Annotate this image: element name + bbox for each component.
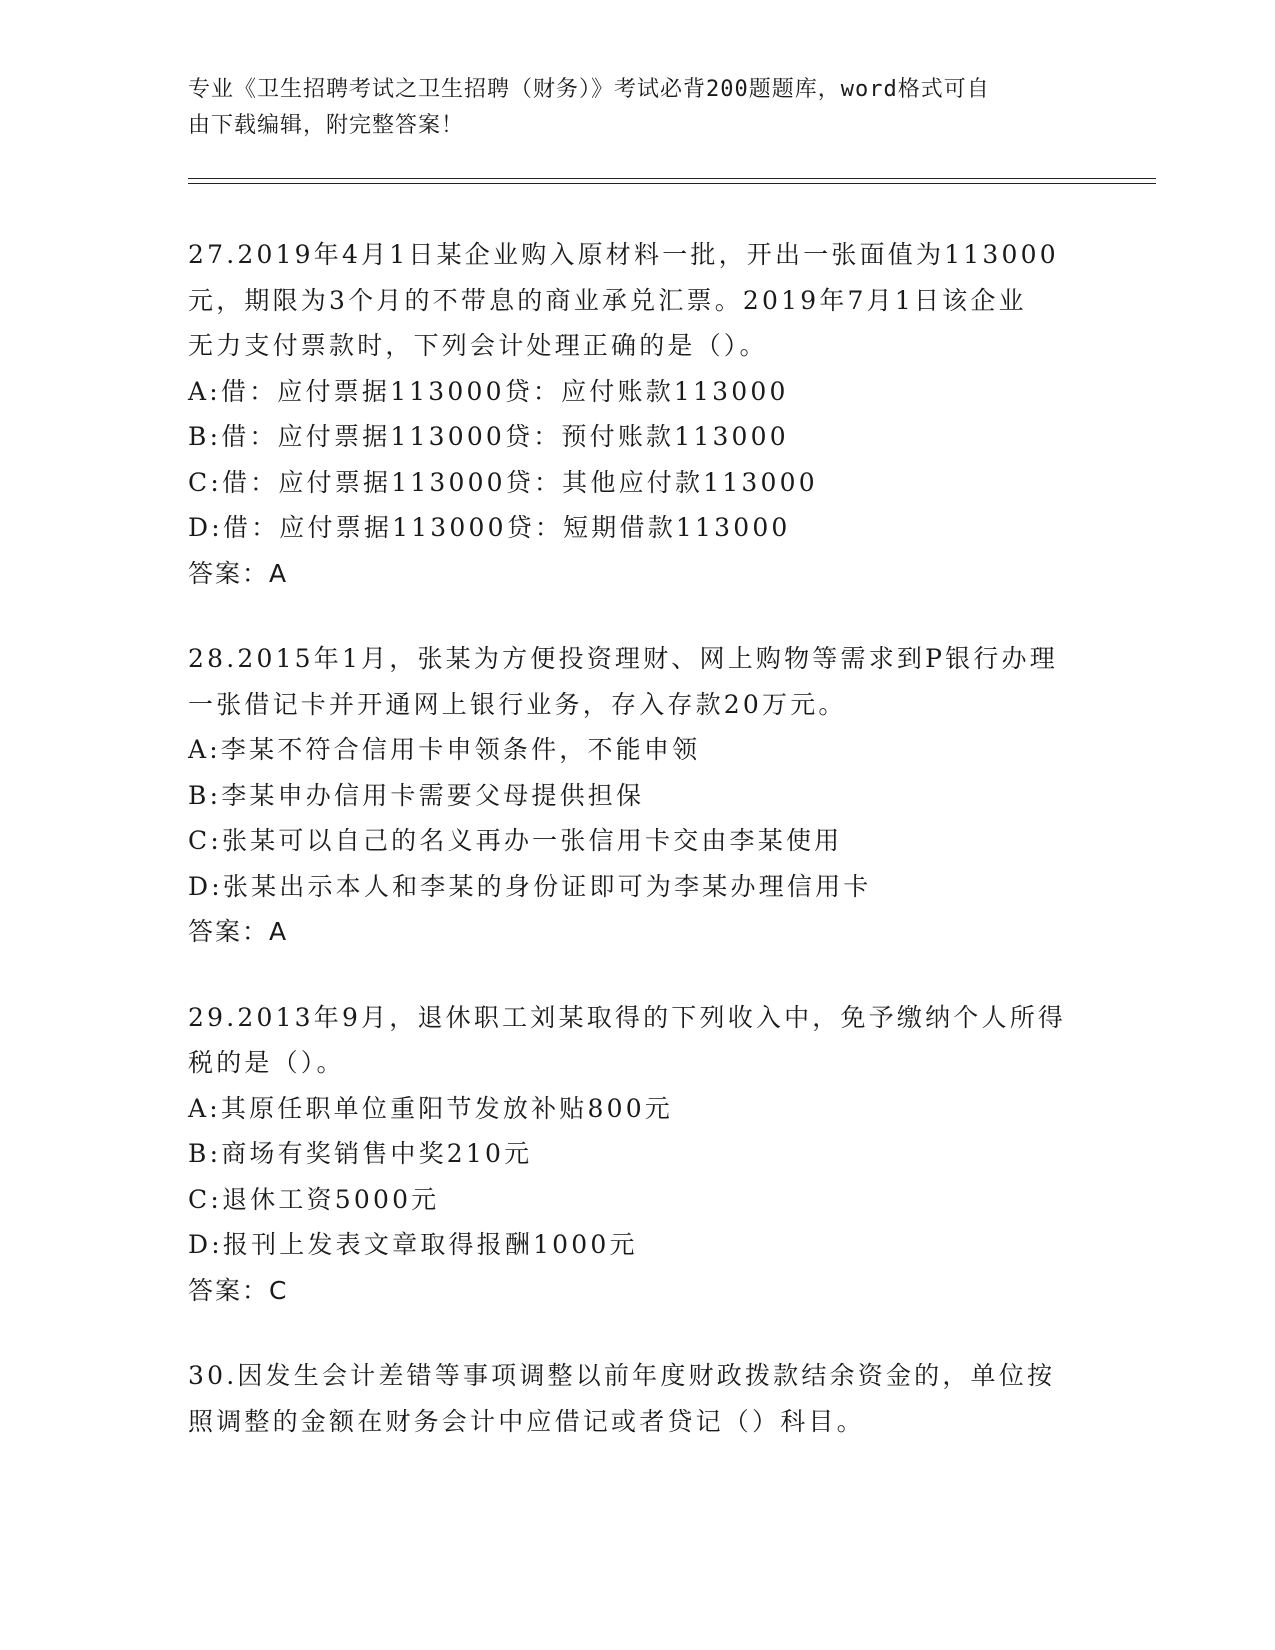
option-d: D:借：应付票据113000贷：短期借款113000: [188, 513, 791, 542]
option-a: A:借：应付票据113000贷：应付账款113000: [188, 376, 789, 406]
answer-label: 答案：A: [188, 917, 289, 946]
question-27: [188, 232, 1088, 596]
question-stem-line: 元，期限为3个月的不带息的商业承兑汇票。2019年7月1日该企业: [188, 285, 1027, 315]
header-divider-bottom: [188, 183, 1156, 184]
question-stem-line: 税的是（）。: [188, 1048, 345, 1077]
answer-label: 答案：A: [188, 558, 289, 588]
question-stem-line: 无力支付票款时，下列会计处理正确的是（）。: [188, 331, 768, 360]
option-b: B:商场有奖销售中奖210元: [188, 1139, 533, 1168]
question-stem-line: 30.因发生会计差错等事项调整以前年度财政拨款结余资金的，单位按: [188, 1361, 1056, 1390]
option-a: A:其原任职单位重阳节发放补贴800元: [188, 1093, 673, 1123]
question-stem-line: 27.2019年4月1日某企业购入原材料一批，开出一张面值为113000: [188, 240, 1059, 269]
option-b: B:借：应付票据113000贷：预付账款113000: [188, 422, 789, 451]
question-28: [188, 636, 1088, 955]
document-header: [188, 72, 1068, 144]
question-29: [188, 995, 1088, 1314]
option-d: D:张某出示本人和李某的身份证即可为李某办理信用卡: [188, 871, 872, 901]
question-stem-line: 28.2015年1月，张某为方便投资理财、网上购物等需求到P银行办理: [188, 644, 1058, 673]
question-list: [188, 232, 1088, 1484]
answer-label: 答案：C: [188, 1275, 289, 1305]
header-divider-top: [188, 178, 1156, 179]
header-line-2: 由下载编辑，附完整答案！: [188, 113, 465, 138]
option-c: C:退休工资5000元: [188, 1184, 440, 1214]
question-30: [188, 1353, 1088, 1444]
option-b: B:李某申办信用卡需要父母提供担保: [188, 780, 645, 810]
option-a: A:李某不符合信用卡申领条件，不能申领: [188, 735, 701, 764]
question-stem-line: 一张借记卡并开通网上银行业务，存入存款20万元。: [188, 689, 847, 719]
option-c: C:张某可以自己的名义再办一张信用卡交由李某使用: [188, 826, 843, 855]
header-line-1: 专业《卫生招聘考试之卫生招聘（财务）》考试必背200题题库，word格式可自: [188, 77, 990, 102]
option-d: D:报刊上发表文章取得报酬1000元: [188, 1230, 638, 1259]
question-stem-line: 29.2013年9月，退休职工刘某取得的下列收入中，免予缴纳个人所得: [188, 1002, 1067, 1032]
question-stem-line: 照调整的金额在财务会计中应借记或者贷记（）科目。: [188, 1406, 865, 1436]
option-c: C:借：应付票据113000贷：其他应付款113000: [188, 467, 818, 497]
